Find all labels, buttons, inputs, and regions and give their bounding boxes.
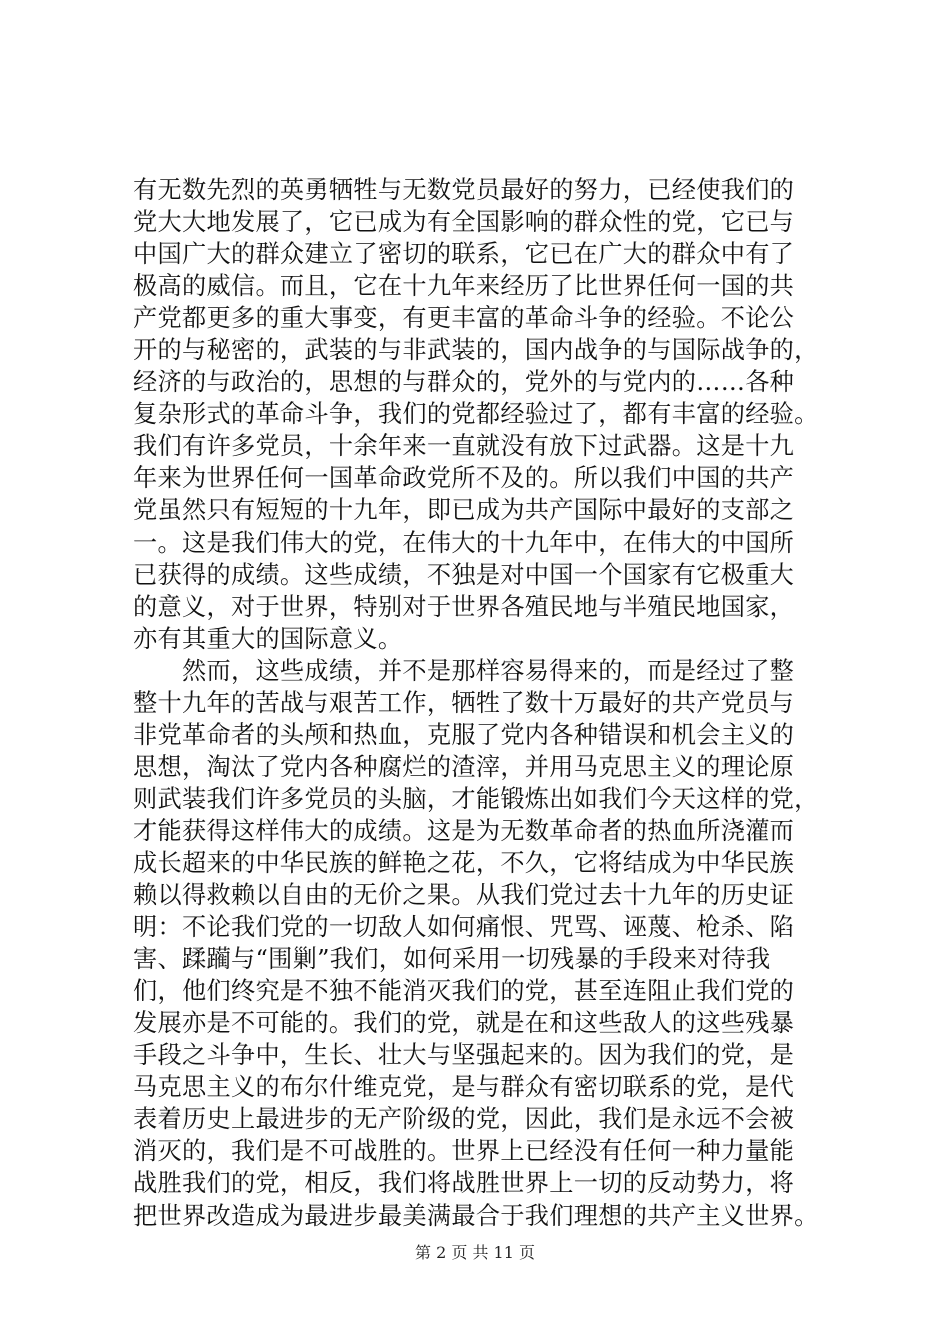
text-line: 手段之斗争中，生长、壮大与坚强起来的。因为我们的党，是 [133, 1041, 795, 1070]
text-line: 则武装我们许多党员的头脑，才能锻炼出如我们今天这样的党， [133, 784, 819, 813]
text-line: 产党都更多的重大事变，有更丰富的革命斗争的经验。不论公 [133, 304, 795, 333]
text-line: 害、蹂躏与“围剿”我们，如何采用一切残暴的手段来对待我 [133, 945, 771, 974]
text-line: 一。这是我们伟大的党，在伟大的十九年中，在伟大的中国所 [133, 528, 795, 557]
text-line: 复杂形式的革命斗争，我们的党都经验过了，都有丰富的经验。 [133, 400, 819, 429]
text-line: 赖以得救赖以自由的无价之果。从我们党过去十九年的历史证 [133, 881, 795, 910]
text-line: 党虽然只有短短的十九年，即已成为共产国际中最好的支部之 [133, 496, 795, 525]
text-line: 消灭的，我们是不可战胜的。世界上已经没有任何一种力量能 [133, 1137, 795, 1166]
text-line: 发展亦是不可能的。我们的党，就是在和这些敌人的这些残暴 [133, 1009, 795, 1038]
text-line: 的意义，对于世界，特别对于世界各殖民地与半殖民地国家， [133, 592, 795, 621]
text-line: 经济的与政治的，思想的与群众的，党外的与党内的……各种 [133, 368, 795, 397]
text-line: 然而，这些成绩，并不是那样容易得来的，而是经过了整 [133, 656, 795, 685]
text-line: 把世界改造成为最进步最美满最合于我们理想的共产主义世界。 [133, 1201, 819, 1230]
page-number-footer: 第 2 页 共 11 页 [415, 1243, 535, 1262]
text-line: 战胜我们的党，相反，我们将战胜世界上一切的反动势力，将 [133, 1169, 795, 1198]
text-line: 年来为世界任何一国革命政党所不及的。所以我们中国的共产 [133, 464, 795, 493]
text-line: 马克思主义的布尔什维克党，是与群众有密切联系的党，是代 [133, 1073, 795, 1102]
text-line: 极高的威信。而且，它在十九年来经历了比世界任何一国的共 [133, 272, 795, 301]
text-line: 开的与秘密的，武装的与非武装的，国内战争的与国际战争的， [133, 336, 819, 365]
text-line: 表着历史上最进步的无产阶级的党，因此，我们是永远不会被 [133, 1105, 795, 1134]
text-line: 中国广大的群众建立了密切的联系，它已在广大的群众中有了 [133, 240, 795, 269]
document-body [133, 174, 833, 1232]
text-line: 们，他们终究是不独不能消灭我们的党，甚至连阻止我们党的 [133, 977, 795, 1006]
text-line: 党大大地发展了，它已成为有全国影响的群众性的党，它已与 [133, 208, 795, 237]
text-line: 非党革命者的头颅和热血，克服了党内各种错误和机会主义的 [133, 720, 795, 749]
text-line: 亦有其重大的国际意义。 [133, 624, 403, 653]
text-line: 思想，淘汰了党内各种腐烂的渣滓，并用马克思主义的理论原 [133, 752, 795, 781]
text-line: 明：不论我们党的一切敌人如何痛恨、咒骂、诬蔑、枪杀、陷 [133, 913, 795, 942]
text-line: 整十九年的苦战与艰苦工作，牺牲了数十万最好的共产党员与 [133, 688, 795, 717]
text-line: 成长超来的中华民族的鲜艳之花，不久，它将结成为中华民族 [133, 848, 795, 877]
text-line: 有无数先烈的英勇牺牲与无数党员最好的努力，已经使我们的 [133, 176, 795, 204]
text-line: 才能获得这样伟大的成绩。这是为无数革命者的热血所浇灌而 [133, 816, 795, 845]
text-line: 已获得的成绩。这些成绩，不独是对中国一个国家有它极重大 [133, 560, 795, 589]
text-line: 我们有许多党员，十余年来一直就没有放下过武器。这是十九 [133, 432, 795, 461]
